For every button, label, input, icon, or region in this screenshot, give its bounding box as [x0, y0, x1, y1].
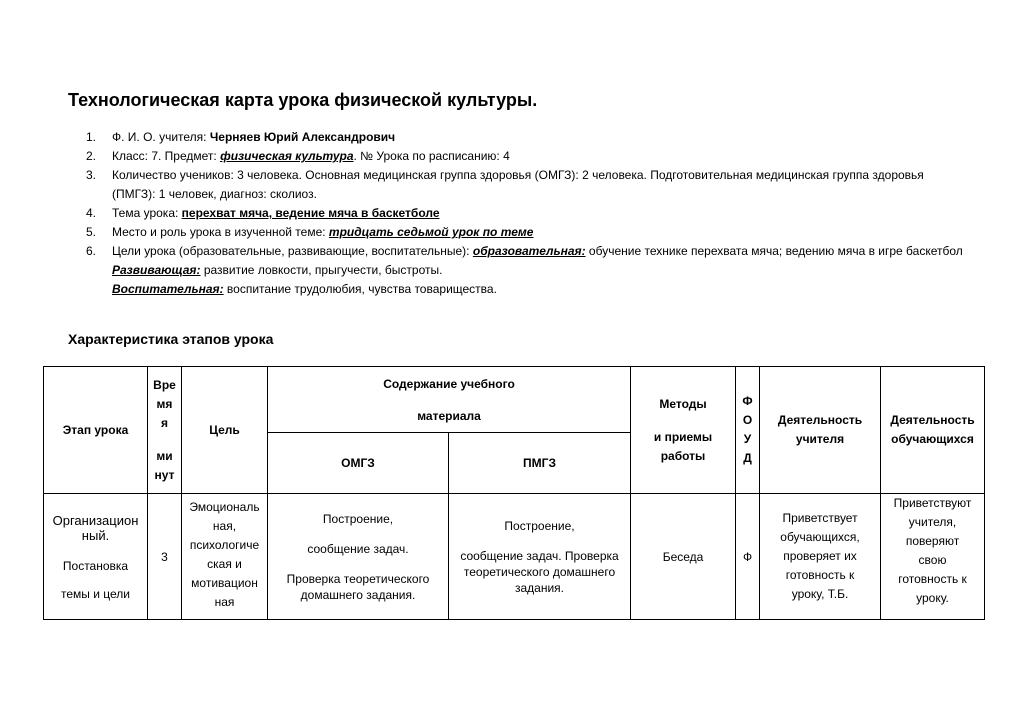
goal-upbringing-label: Воспитательная:: [112, 282, 224, 296]
list-number: 5.: [86, 225, 97, 239]
lesson-number-text: . № Урока по расписанию: 4: [353, 149, 510, 163]
list-item-teacher: [86, 128, 966, 147]
section-title: Характеристика этапов урока: [68, 331, 274, 347]
lesson-info-list: [86, 128, 966, 299]
place-value: тридцать седьмой урок по теме: [328, 225, 534, 239]
header-goal: Цель: [182, 367, 268, 494]
list-item-place: [86, 223, 966, 242]
table-row: [44, 494, 985, 620]
teacher-name: Черняев Юрий Александрович: [209, 130, 396, 144]
header-stage: Этап урока: [44, 367, 148, 494]
goal-upbringing-text: воспитание трудолюбия, чувства товарищества.: [223, 282, 497, 296]
class-label: Класс: 7. Предмет:: [112, 149, 221, 163]
cell-goal: Эмоциональ ная, психологиче ская и мотивацион ная: [182, 494, 268, 620]
cell-pmgz: Построение, сообщение задач. Проверка теоретического домашнего задания.: [449, 494, 631, 620]
cell-stage: Организацион ный. Постановка темы и цели: [44, 494, 148, 620]
goal-educational-text: обучение технике перехвата мяча; ведению мяча в игре баскетбол: [585, 244, 963, 258]
students-count-text: Количество учеников: 3 человека. Основная медицинская группа здоровья (ОМГЗ): 2 человека. Подготовительная медицинская группа здоровья (ПМГЗ): 1 человек, диагноз: сколиоз.: [112, 168, 924, 201]
table-header-row: [44, 367, 985, 433]
lesson-stages-table: [43, 366, 985, 620]
list-number: 3.: [86, 168, 97, 182]
goal-developmental-text: развитие ловкости, прыгучести, быстроты.: [200, 263, 443, 277]
cell-time: 3: [148, 494, 182, 620]
goal-educational-label: образовательная:: [472, 244, 586, 258]
goal-developmental-label: Развивающая:: [112, 263, 201, 277]
goal-developmental: [112, 261, 966, 280]
place-label: Место и роль урока в изученной теме:: [112, 225, 329, 239]
cell-teacher-activity: Приветствует обучающихся, проверяет их готовность к уроку, Т.Б.: [760, 494, 881, 620]
list-item-goals: [86, 242, 966, 299]
page-title: Технологическая карта урока физической культуры.: [68, 90, 538, 110]
header-foud: Ф О У Д: [736, 367, 760, 494]
header-time: Вре мя я ми нут: [148, 367, 182, 494]
header-omgz: ОМГЗ: [268, 433, 449, 494]
topic-value: перехват мяча, ведение мяча в баскетболе: [181, 206, 440, 220]
header-teacher-activity: Деятельность учителя: [760, 367, 881, 494]
subject-name: физическая культура: [220, 149, 354, 163]
list-number: 1.: [86, 130, 97, 144]
cell-omgz: Построение, сообщение задач. Проверка теоретического домашнего задания.: [268, 494, 449, 620]
list-number: 6.: [86, 244, 97, 258]
teacher-label: Ф. И. О. учителя:: [112, 130, 210, 144]
cell-foud: Ф: [736, 494, 760, 620]
topic-label: Тема урока:: [112, 206, 182, 220]
header-students-activity: Деятельность обучающихся: [881, 367, 985, 494]
header-pmgz: ПМГЗ: [449, 433, 631, 494]
cell-students-activity: Приветствуют учителя, поверяют свою готовность к уроку.: [881, 494, 985, 620]
cell-methods: Беседа: [631, 494, 736, 620]
list-item-class: [86, 147, 966, 166]
header-methods: Методы и приемы работы: [631, 367, 736, 494]
goals-label: Цели урока (образовательные, развивающие, воспитательные):: [112, 244, 473, 258]
header-content: Содержание учебного материала: [268, 367, 631, 433]
goal-upbringing: [112, 280, 966, 299]
list-item-students: [86, 166, 966, 204]
list-number: 2.: [86, 149, 97, 163]
list-number: 4.: [86, 206, 97, 220]
list-item-topic: [86, 204, 966, 223]
